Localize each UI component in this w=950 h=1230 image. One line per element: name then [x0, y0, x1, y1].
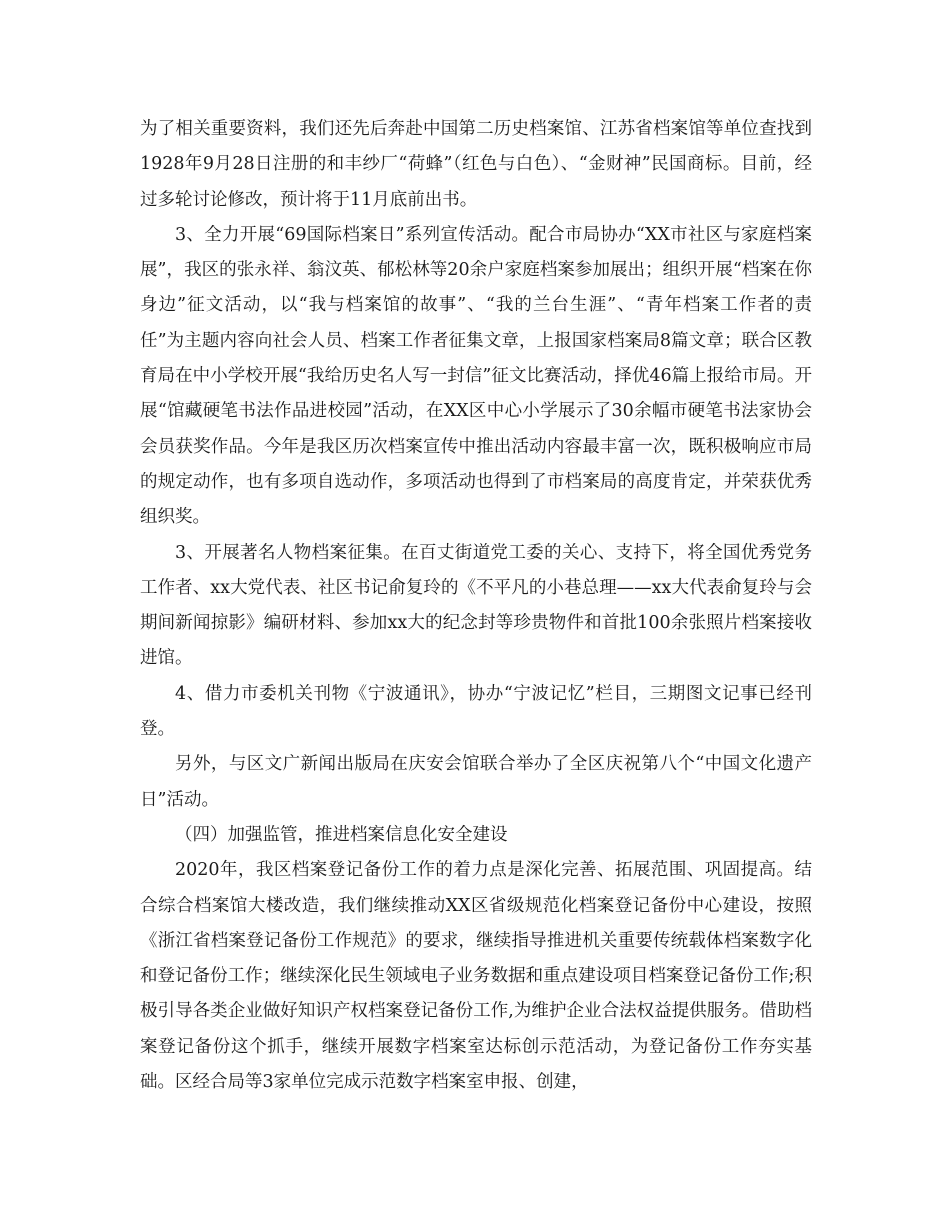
paragraph-registration-backup: 2020年，我区档案登记备份工作的着力点是深化完善、拓展范围、巩固提高。结合综合档案馆大楼改造，我们继续推动XX区省级规范化档案登记备份中心建设，按照《浙江省档案登记备份工作规范》的要求，继续指导推进机关重要传统载体档案数字化和登记备份工作；继续深化民生领域电子业务数据和重点建设项目档案登记备份工作;积极引导各类企业做好知识产权档案登记备份工作,为维护企业合法权益提供服务。借助档案登记备份这个抓手，继续开展数字档案室达标创示范活动，为登记备份工作夯实基础。区经合局等3家单位完成示范数字档案室申报、创建， [140, 860, 812, 1093]
paragraph-notable-figures-collection: 3、开展著名人物档案征集。在百丈街道党工委的关心、支持下，将全国优秀党务工作者、xx大党代表、社区书记俞复玲的《不平凡的小巷总理——xx大代表俞复玲与会期间新闻掠影》编研材料、参加xx大的纪念封等珍贵物件和首批100余张照片档案接收进馆。 [140, 542, 812, 669]
paragraph-continuation: 为了相关重要资料，我们还先后奔赴中国第二历史档案馆、江苏省档案馆等单位查找到1928年9月28日注册的和丰纱厂“荷蜂”（红色与白色）、“金财神”民国商标。目前，经过多轮讨论修改，预计将于11月底前出书。 [140, 119, 812, 210]
paragraph-cultural-heritage-day: 另外，与区文广新闻出版局在庆安会馆联合举办了全区庆祝第八个“中国文化遗产日”活动。 [140, 754, 812, 810]
paragraph-ningbo-bulletin: 4、借力市委机关刊物《宁波通讯》，协办“宁波记忆”栏目，三期图文记事已经刊登。 [140, 683, 812, 740]
document-body [140, 112, 812, 1100]
paragraph-archive-day-campaign: 3、全力开展“69国际档案日”系列宣传活动。配合市局协办“XX市社区与家庭档案展”，我区的张永祥、翁汶英、郁松林等20余户家庭档案参加展出；组织开展“档案在你身边”征文活动，以“我与档案馆的故事”、“我的兰台生涯”、“青年档案工作者的责任”为主题内容向社会人员、档案工作者征集文章，上报国家档案局8篇文章；联合区教育局在中小学校开展“我给历史名人写一封信”征文比赛活动，择优46篇上报给市局。开展“馆藏硬笔书法作品进校园”活动，在XX区中心小学展示了30余幅市硬笔书法家协会会员获奖作品。今年是我区历次档案宣传中推出活动内容最丰富一次，既积极响应市局的规定动作，也有多项自选动作，多项活动也得到了市档案局的高度肯定，并荣获优秀组织奖。 [140, 224, 812, 528]
section-heading-informatization: （四）加强监管，推进档案信息化安全建设 [175, 824, 508, 845]
